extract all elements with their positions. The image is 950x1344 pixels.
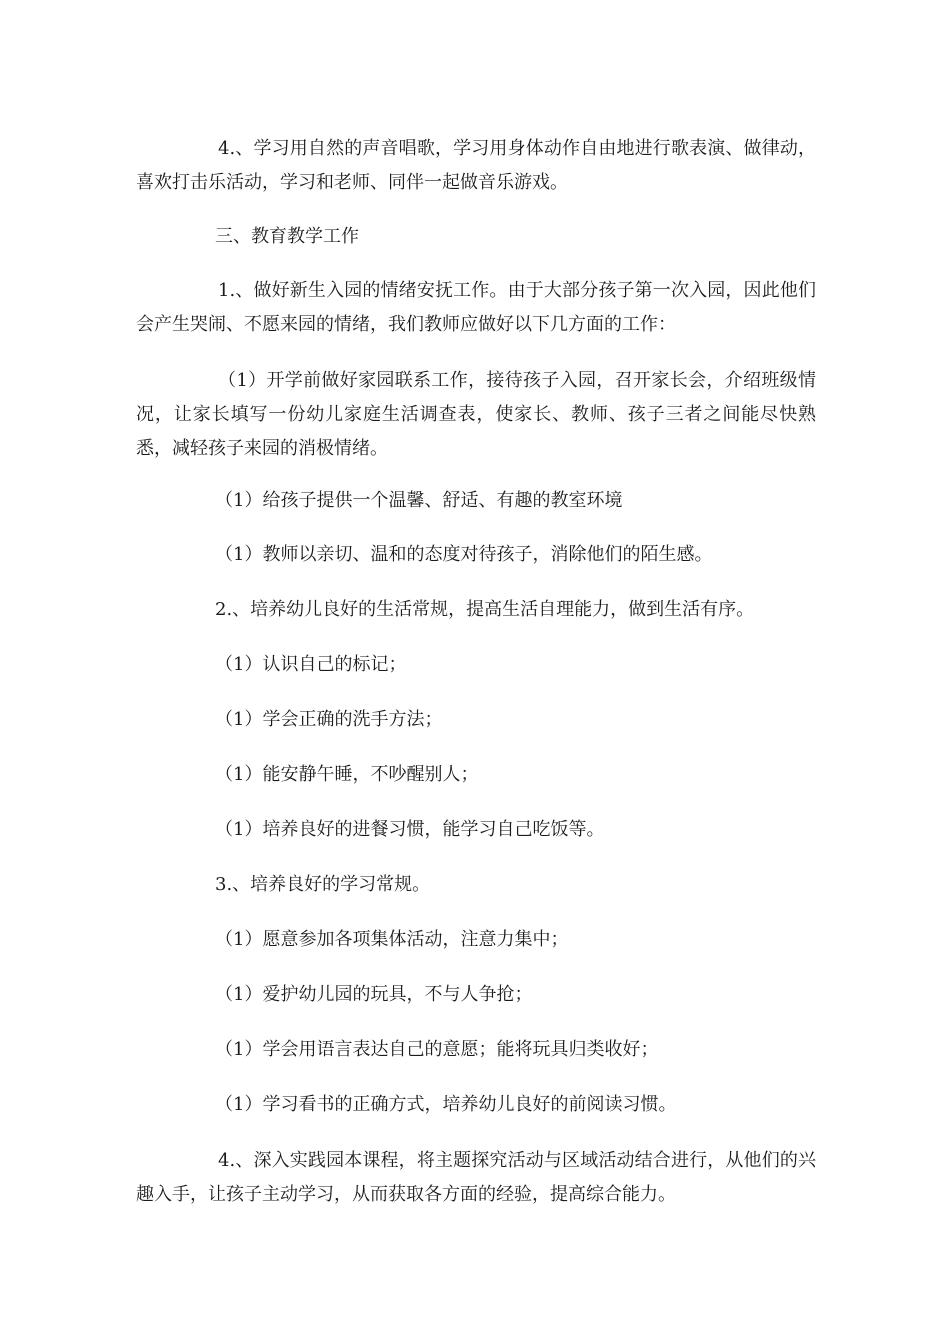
list-item: （1）培养良好的进餐习惯，能学习自己吃饭等。	[215, 819, 605, 840]
list-item: （1）给孩子提供一个温馨、舒适、有趣的教室环境	[215, 490, 623, 511]
paragraph-music-goal: 4.、学习用自然的声音唱歌，学习用身体动作自由地进行歌表演、做律动，喜欢打击乐活动，学习和老师、同伴一起做音乐游戏。	[136, 138, 816, 193]
list-item: （1）教师以亲切、温和的态度对待孩子，消除他们的陌生感。	[215, 544, 713, 565]
list-item: （1）愿意参加各项集体活动，注意力集中；	[215, 929, 569, 950]
section-heading: 三、教育教学工作	[215, 226, 359, 247]
list-item: （1）爱护幼儿园的玩具，不与人争抢；	[215, 984, 533, 1005]
list-item: （1）学会用语言表达自己的意愿；能将玩具归类收好；	[215, 1039, 659, 1060]
list-item: （1）能安静午睡，不吵醒别人；	[215, 764, 479, 785]
paragraph-emotion-work: 1.、做好新生入园的情绪安抚工作。由于大部分孩子第一次入园，因此他们会产生哭闹、不愿来园的情绪，我们教师应做好以下几方面的工作：	[136, 280, 816, 335]
paragraph-home-contact: （1）开学前做好家园联系工作，接待孩子入园，召开家长会，介绍班级情况，让家长填写一份幼儿家庭生活调查表，使家长、教师、孩子三者之间能尽快熟悉，减轻孩子来园的消极情绪。	[136, 370, 816, 459]
list-item: （1）认识自己的标记；	[215, 654, 407, 675]
paragraph-study-routine: 3.、培养良好的学习常规。	[215, 874, 431, 895]
list-item: （1）学会正确的洗手方法；	[215, 709, 443, 730]
paragraph-curriculum: 4.、深入实践园本课程，将主题探究活动与区域活动结合进行，从他们的兴趣入手，让孩子主动学习，从而获取各方面的经验，提高综合能力。	[136, 1150, 816, 1205]
paragraph-life-routine: 2.、培养幼儿良好的生活常规，提高生活自理能力，做到生活有序。	[215, 599, 755, 620]
list-item: （1）学习看书的正确方式，培养幼儿良好的前阅读习惯。	[215, 1094, 677, 1115]
